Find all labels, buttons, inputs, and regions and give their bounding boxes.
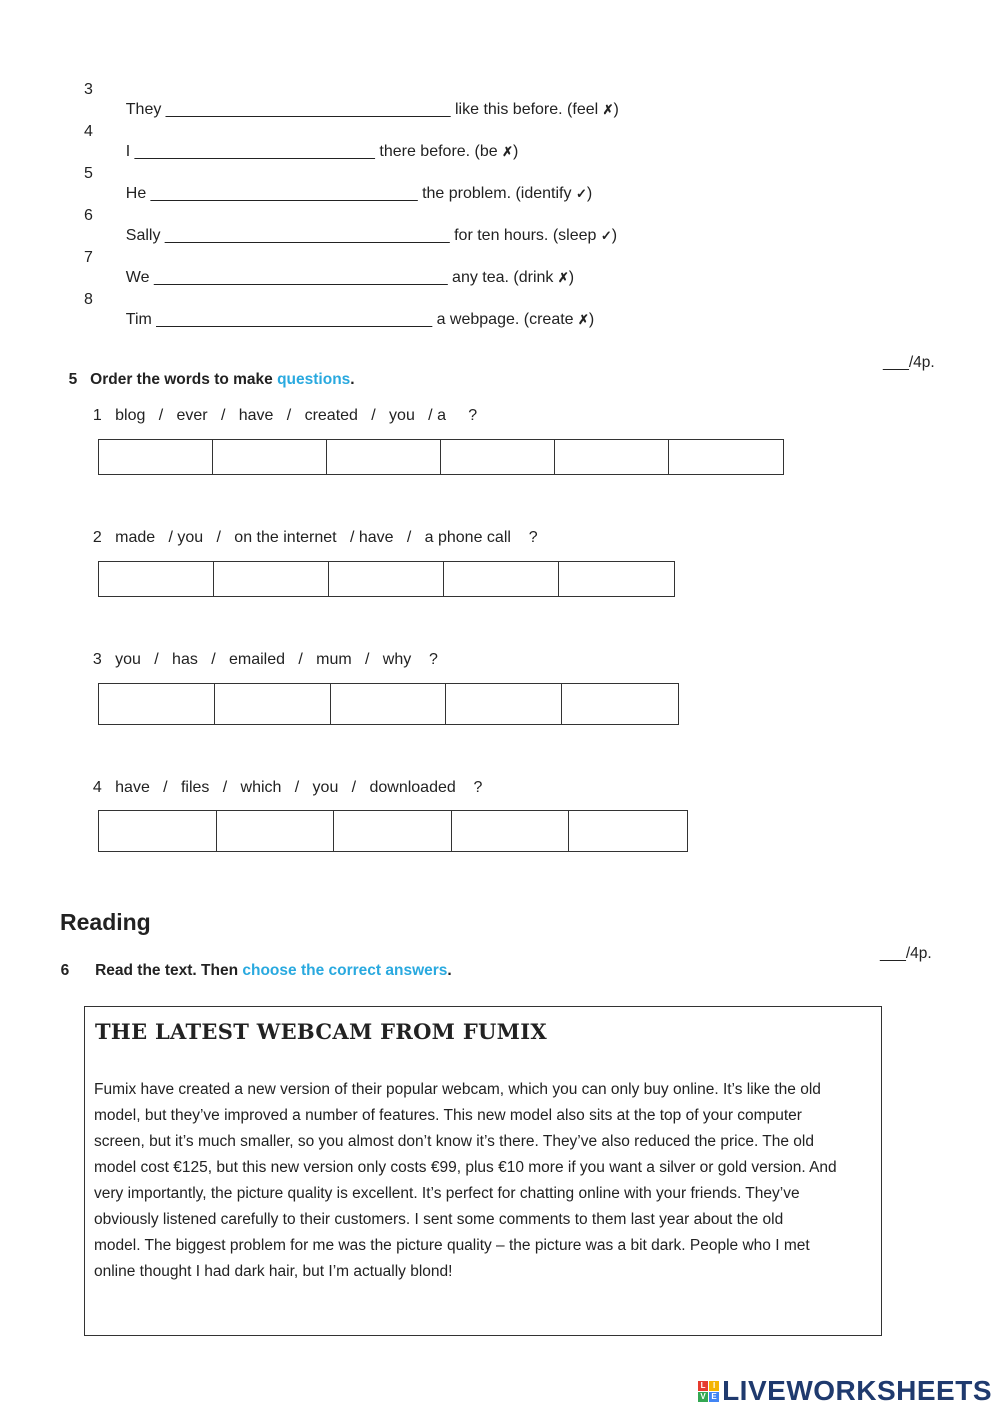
answer-box[interactable] (334, 811, 452, 851)
answer-box[interactable] (214, 562, 329, 596)
answer-box[interactable] (99, 440, 213, 474)
question-3-words (84, 633, 438, 669)
text-line: model cost €125, but this new version only costs €99, plus €10 more if you want a silver or gold version. And (94, 1159, 837, 1176)
item-number: 4 (84, 123, 93, 140)
logo-icon-letter: V (698, 1392, 708, 1402)
answer-box[interactable] (215, 684, 331, 724)
item-number: 5 (84, 165, 93, 182)
answer-boxes-2 (98, 561, 675, 597)
instruction-keyword: questions (277, 371, 351, 388)
liveworksheets-logo[interactable] (698, 1375, 992, 1407)
answer-input[interactable] (331, 684, 446, 724)
logo-text: LIVEWORKSHEETS (722, 1375, 992, 1406)
answer-input[interactable] (99, 440, 212, 474)
answer-box[interactable] (669, 440, 783, 474)
item-number: 7 (84, 249, 93, 266)
answer-input[interactable] (555, 440, 668, 474)
answer-box[interactable] (327, 440, 441, 474)
instruction-end: . (350, 371, 355, 388)
answer-input[interactable] (334, 811, 451, 851)
sentence-item-8 (84, 270, 594, 350)
answer-input[interactable] (217, 811, 334, 851)
answer-input[interactable] (569, 811, 687, 851)
sentence-end: for ten hours. (sleep (449, 227, 601, 244)
question-2-words (84, 511, 538, 547)
reading-text-title: THE LATEST WEBCAM FROM FUMIX (95, 1019, 547, 1044)
question-1-words (84, 389, 477, 425)
cross-icon: ✗ (557, 270, 569, 285)
answer-box[interactable] (99, 811, 217, 851)
item-number: 3 (92, 651, 102, 668)
word-list: made / you / on the internet / have / a phone call ? (115, 529, 538, 546)
close-paren: ) (568, 269, 575, 286)
sentence-gap[interactable]: I ___________________________ (125, 143, 375, 160)
answer-input[interactable] (559, 562, 674, 596)
answer-boxes-3 (98, 683, 679, 725)
cross-icon: ✗ (602, 102, 614, 117)
instruction-text: Order the words to make (90, 371, 278, 388)
cross-icon: ✗ (502, 144, 514, 159)
answer-input[interactable] (441, 440, 554, 474)
text-line: Fumix have created a new version of their popular webcam, which you can only buy online. It’s like the old (94, 1081, 821, 1098)
answer-box[interactable] (217, 811, 335, 851)
answer-box[interactable] (444, 562, 559, 596)
sentence-gap[interactable]: Sally ________________________________ (125, 227, 450, 244)
answer-box[interactable] (559, 562, 674, 596)
answer-input[interactable] (214, 562, 328, 596)
answer-input[interactable] (327, 440, 440, 474)
reading-text-body (94, 1077, 874, 1285)
answer-box[interactable] (99, 684, 215, 724)
reading-text-box (84, 1006, 882, 1336)
close-paren: ) (513, 143, 519, 160)
text-line: very importantly, the picture quality is excellent. It’s perfect for chatting online with your friends. They’ve (94, 1185, 800, 1202)
word-list: have / files / which / you / downloaded ? (115, 779, 483, 796)
answer-box[interactable] (562, 684, 678, 724)
exercise-5-score: ___/4p. (883, 354, 935, 371)
answer-input[interactable] (215, 684, 330, 724)
exercise-6-score: ___/4p. (880, 945, 932, 962)
logo-icon-letter: I (709, 1381, 719, 1391)
close-paren: ) (613, 101, 619, 118)
check-icon: ✓ (600, 228, 612, 243)
text-line: obviously listened carefully to their customers. I sent some comments to them last year about the old (94, 1211, 784, 1228)
answer-box[interactable] (329, 562, 444, 596)
exercise-5-instruction (60, 353, 355, 389)
sentence-end: the problem. (identify (417, 185, 576, 202)
check-icon: ✓ (575, 186, 587, 201)
close-paren: ) (588, 311, 595, 328)
instruction-text: Read the text. Then (95, 962, 243, 979)
sentence-gap[interactable]: Tim _______________________________ (125, 311, 433, 328)
logo-icon-letter: L (698, 1381, 708, 1391)
sentence-end: a webpage. (create (432, 311, 579, 328)
word-list: blog / ever / have / created / you / a ? (115, 407, 478, 424)
close-paren: ) (586, 185, 593, 202)
logo-icon-letter: E (709, 1392, 719, 1402)
sentence-end: there before. (be (374, 143, 503, 160)
answer-input[interactable] (669, 440, 783, 474)
logo-icon (698, 1381, 719, 1402)
item-number: 4 (92, 779, 102, 796)
answer-box[interactable] (569, 811, 687, 851)
answer-box[interactable] (213, 440, 327, 474)
answer-input[interactable] (452, 811, 569, 851)
item-number: 8 (84, 291, 93, 308)
item-number: 2 (92, 529, 102, 546)
sentence-gap[interactable]: They ________________________________ (125, 101, 451, 118)
item-number: 6 (84, 207, 93, 224)
answer-input[interactable] (444, 562, 558, 596)
answer-input[interactable] (329, 562, 443, 596)
answer-box[interactable] (452, 811, 570, 851)
answer-box[interactable] (555, 440, 669, 474)
exercise-number: 5 (68, 371, 78, 388)
answer-input[interactable] (213, 440, 326, 474)
answer-box[interactable] (441, 440, 555, 474)
answer-input[interactable] (99, 562, 213, 596)
instruction-keyword: choose the correct answers (242, 962, 448, 979)
section-heading-reading: Reading (60, 909, 151, 935)
answer-boxes-1 (98, 439, 784, 475)
text-line: online thought I had dark hair, but I’m actually blond! (94, 1263, 453, 1280)
text-line: model. The biggest problem for me was the picture quality – the picture was a bit dark. People who I met (94, 1237, 810, 1254)
cross-icon: ✗ (578, 312, 589, 327)
item-number: 1 (92, 407, 102, 424)
answer-box[interactable] (99, 562, 214, 596)
exercise-number: 6 (60, 962, 70, 979)
answer-box[interactable] (446, 684, 562, 724)
sentence-end: like this before. (feel (450, 101, 603, 118)
item-number: 3 (84, 81, 93, 98)
answer-box[interactable] (331, 684, 447, 724)
answer-input[interactable] (99, 684, 214, 724)
word-list: you / has / emailed / mum / why ? (115, 651, 438, 668)
exercise-6-instruction (52, 944, 452, 980)
answer-input[interactable] (446, 684, 561, 724)
text-line: model, but they’ve improved a number of features. This new model also sits at the top of your computer (94, 1107, 802, 1124)
sentence-gap[interactable]: He ______________________________ (125, 185, 418, 202)
text-line: screen, but it’s much smaller, so you almost don’t know it’s there. They’ve also reduced the price. The old (94, 1133, 814, 1150)
instruction-end: . (447, 962, 452, 979)
answer-input[interactable] (99, 811, 216, 851)
close-paren: ) (611, 227, 618, 244)
sentence-gap[interactable]: We _________________________________ (125, 269, 448, 286)
sentence-end: any tea. (drink (447, 269, 558, 286)
question-4-words (84, 761, 482, 797)
answer-boxes-4 (98, 810, 688, 852)
answer-input[interactable] (562, 684, 678, 724)
